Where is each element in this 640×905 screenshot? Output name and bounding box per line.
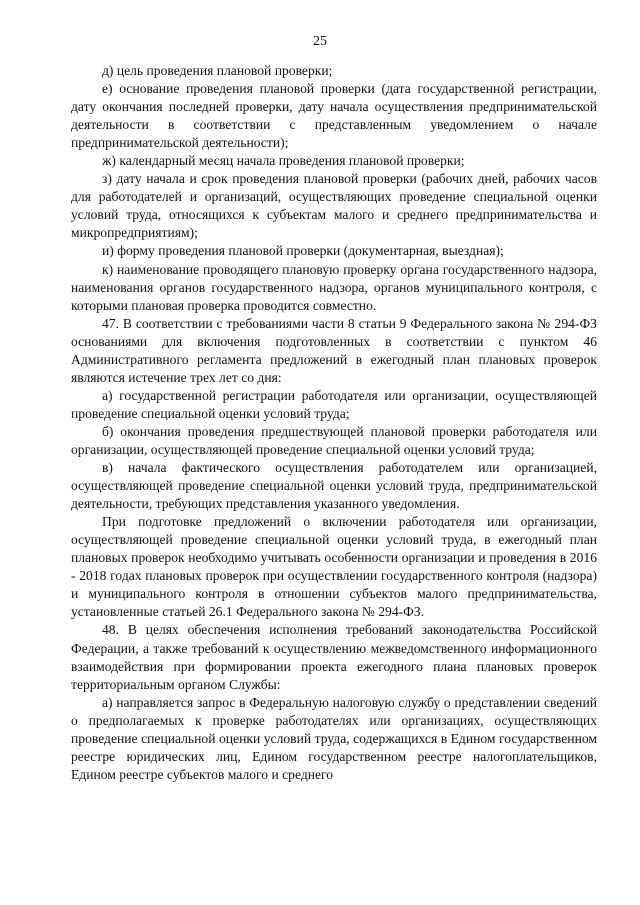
paragraph-48-a: а) направляется запрос в Федеральную налоговую службу о представлении сведений о предполагаемых к проверке работодателях или организациях, осуществляющих проведение специальной оценки условий труда, содержащихся в Едином государственном реестре юридических лиц, Едином государственном реестре налогоплательщиков, Едином реестре субъектов малого и среднего — [71, 694, 597, 782]
paragraph-47-v: в) начала фактического осуществления работодателем или организацией, осуществляющей проведение специальной оценки условий труда, предпринимательской деятельности, требующих представления указанного уведомления. — [71, 460, 597, 512]
paragraph-47-a: а) государственной регистрации работодателя или организации, осуществляющей проведение специальной оценки условий труда; — [71, 387, 597, 421]
paragraph-47-b: б) окончания проведения предшествующей плановой проверки работодателя или организации, осуществляющей проведение специальной оценки условий труда; — [71, 423, 597, 457]
paragraph-d: д) цель проведения плановой проверки; — [102, 63, 333, 78]
paragraph-z: з) дату начала и срок проведения плановой проверки (рабочих дней, рабочих часов для работодателей и организаций, осуществляющих проведение специальной оценки условий труда, относящихся к субъектам малого и среднего предпринимательства и микропредприятиям); — [71, 171, 597, 241]
document-body — [71, 62, 597, 784]
paragraph-47-note: При подготовке предложений о включении работодателя или организации, осуществляющей проведение специальной оценки условий труда, в ежегодный план плановых проверок необходимо учитывать особенности организации и проведения в 2016 - 2018 годах плановых проверок при осуществлении государственного контроля (надзора) и муниципального контроля в отношении субъектов малого предпринимательства, установленные статьей 26.1 Федерального закона № 294-ФЗ. — [71, 514, 597, 620]
page-number: 25 — [313, 34, 327, 49]
paragraph-48: 48. В целях обеспечения исполнения требований законодательства Российской Федерации, а также требований к осуществлению межведомственного информационного взаимодействия при формировании проекта ежегодного плана плановых проверок территориальным органом Службы: — [71, 622, 597, 692]
paragraph-47: 47. В соответствии с требованиями части 8 статьи 9 Федерального закона № 294-ФЗ основаниями для включения подготовленных в соответствии с пунктом 46 Административного регламента предложений в ежегодный план плановых проверок являются истечение трех лет со дня: — [71, 315, 597, 385]
paragraph-k: к) наименование проводящего плановую проверку органа государственного надзора, наименования органов государственного надзора, органов муниципального контроля, с которыми плановая проверка проводится совместно. — [71, 261, 597, 313]
paragraph-zh: ж) календарный месяц начала проведения плановой проверки; — [102, 153, 465, 169]
paragraph-e: е) основание проведения плановой проверки (дата государственной регистрации, дату окончания последней проверки, дату начала осуществления предпринимательской деятельности в соответствии с представленным уведомлением о начале предпринимательской деятельности); — [71, 81, 597, 151]
paragraph-i: и) форму проведения плановой проверки (документарная, выездная); — [102, 243, 504, 259]
